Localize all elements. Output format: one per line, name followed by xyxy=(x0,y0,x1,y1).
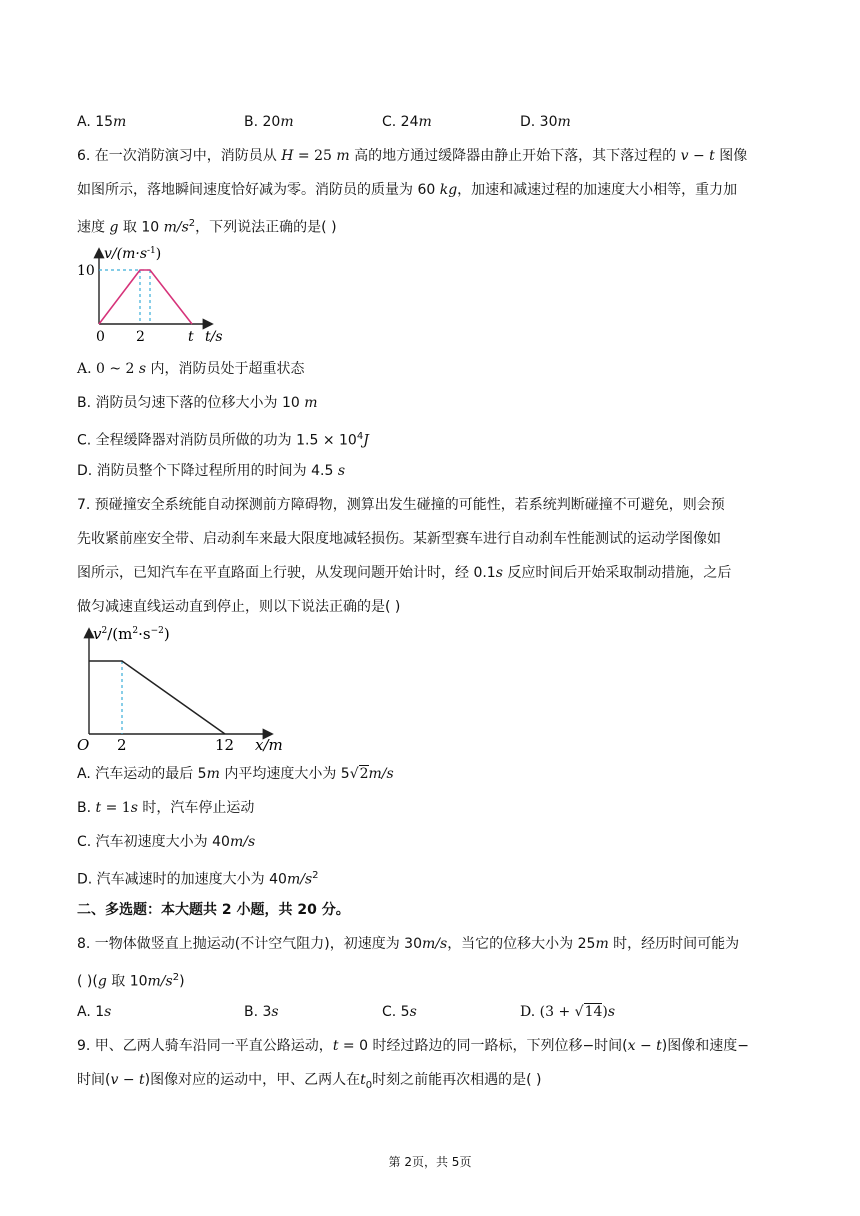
q5-option-b: B. 20m xyxy=(244,114,294,130)
q5-option-d: D. 30m xyxy=(520,114,571,130)
q7-option-a: A. 汽车运动的最后 5m 内平均速度大小为 5√2m/s xyxy=(77,766,394,782)
q6-option-c: C. 全程缓降器对消防员所做的功为 $1.5 \times 10^4J$ xyxy=(77,431,369,449)
q6-velocity-line xyxy=(99,270,192,324)
sqrt-symbol: √14 xyxy=(574,1004,603,1020)
q8-option-a: A. 1s xyxy=(77,1004,112,1020)
page-footer: 第 2页，共 5页 xyxy=(388,1155,472,1169)
q7-option-b: B. t = 1s 时，汽车停止运动 xyxy=(77,800,255,816)
q7-stem-line2: 先收紧前座安全带、启动刹车来最大限度地减轻损伤。某新型赛车进行自动刹车性能测试的运动学图像如 xyxy=(77,531,721,547)
q6-option-b: B. 消防员匀速下落的位移大小为 10 m xyxy=(77,395,318,411)
q7-x-tick-12: 12 xyxy=(215,736,235,754)
q6-xlabel: t/s xyxy=(205,329,223,345)
section-2-heading: 二、多选题：本大题共 2 小题，共 20 分。 xyxy=(77,902,350,918)
q6-stem-line1: 6. 在一次消防演习中，消防员从 H = 25 m 高的地方通过缓降器由静止开始下落，其下落过程的 v − t 图像 xyxy=(77,148,748,164)
q6-vt-graph xyxy=(70,240,240,348)
q8-stem-line1: 8. 一物体做竖直上抛运动(不计空气阻力)，初速度为 30m/s，当它的位移大小为 25m 时，经历时间可能为 xyxy=(77,936,740,952)
q7-stem-line1: 7. 预碰撞安全系统能自动探测前方障碍物，测算出发生碰撞的可能性，若系统判断碰撞不可避免，则会预 xyxy=(77,497,725,513)
q6-option-a: A. 0 ~ 2 s 内，消防员处于超重状态 xyxy=(77,361,305,377)
q9-stem-line1: 9. 甲、乙两人骑车沿同一平直公路运动，t = 0 时经过路边的同一路标，下列位移−时间(x − t)图像和速度− xyxy=(77,1038,749,1054)
q7-origin: O xyxy=(77,736,90,754)
q7-v2-line xyxy=(89,661,225,734)
q5-option-c: C. 24m xyxy=(382,114,432,130)
q7-stem-line3: 图所示，已知汽车在平直路面上行驶，从发现问题开始计时，经 0.1s 反应时间后开始采取制动措施，之后 xyxy=(77,565,732,581)
q6-x-tick-t: t xyxy=(188,329,194,345)
q8-option-c: C. 5s xyxy=(382,1004,417,1020)
q8-stem-line2: ( )(g 取 $10m/s^2$) xyxy=(77,972,185,990)
q6-y-tick-10: 10 xyxy=(77,263,95,279)
q8-option-d: D. (3 + √14)s xyxy=(520,1004,616,1020)
q5-option-a: A. 15m xyxy=(77,114,127,130)
q7-option-c: C. 汽车初速度大小为 40m/s xyxy=(77,834,256,850)
q6-x-tick-2: 2 xyxy=(136,329,145,345)
q7-xlabel: x/m xyxy=(255,736,283,754)
q6-ylabel: $v/(m\cdot s^{-1})$ xyxy=(104,246,162,262)
q6-x-tick-0: 0 xyxy=(96,329,105,345)
q6-option-d: D. 消防员整个下降过程所用的时间为 4.5 s xyxy=(77,463,346,479)
q7-x-tick-2: 2 xyxy=(117,736,127,754)
q7-stem-line4: 做匀减速直线运动直到停止，则以下说法正确的是( ) xyxy=(77,599,401,615)
q6-stem-line3: 速度 g 取 10 $m/s^2$，下列说法正确的是( ) xyxy=(77,218,337,236)
q6-stem-line2: 如图所示，落地瞬间速度恰好减为零。消防员的质量为 60 kg，加速和减速过程的加速度大小相等，重力加 xyxy=(77,182,738,198)
q8-option-b: B. 3s xyxy=(244,1004,279,1020)
q7-ylabel: $v^2/(m^2\cdot s^{-2})$ xyxy=(93,625,170,643)
q9-stem-line2: 时间(v − t)图像对应的运动中，甲、乙两人在$t_0$时刻之前能再次相遇的是( ) xyxy=(77,1072,542,1091)
sqrt-symbol: √2 xyxy=(349,766,369,782)
q7-v2x-graph xyxy=(74,622,288,756)
q7-option-d: D. 汽车减速时的加速度大小为 $40m/s^2$ xyxy=(77,870,319,888)
